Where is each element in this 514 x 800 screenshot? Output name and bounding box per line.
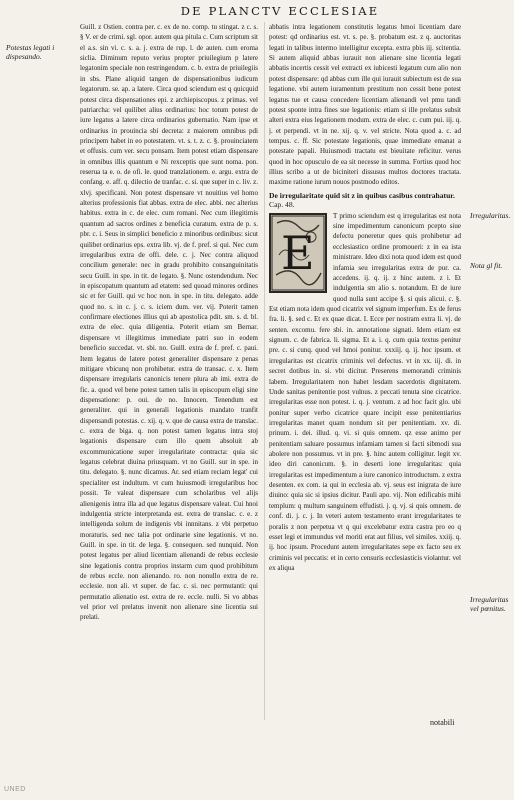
margin-note-right-3: Irregularitas vel pœnitus.	[470, 595, 509, 613]
library-watermark: UNED	[4, 786, 26, 793]
margin-note-right-1: Irregularitas.	[470, 211, 511, 220]
right-column-body-text: T primo sciendum est q irregularitas est nota sine impedimentum canonicum pcepto siue defectu poneretur ques quis prohibetur ad ecclesiastico ordine promoueri: z in ea ista ministrare. Ideo dixi nota quod idem est quod infamia seu irregularitas extra de pur. ca. accedens. ij. q. ij. z hinc autem. z i. Et indulgentia sm alio s. notandum. Et de iure quod nulla sunt accipe §. si quis alicui. c. §. Est etiam nota idem quod cicatrix vel signum imperfum. Ex de ferus fra. li. §. sed c. Et ex quae dicat. I. Ecce per nostram extra li. vj. de senten. excomu. fere sbi. in. annotatione signati. Idem etiam est signum. c. de fabrica. li. sigma. Et a. i. q. cum quia textus penitur pre. c. si cunq. quod vel hmoi ponitur. xxxiij. q. ij. hoc ipsum. et irregularitas est cicatrix criminis vel defectus. vt in xx. iij. di. in secret dotibus in. si. vbi dicitur. Preserens memorandi criminis labem. Irregularitatem non habet lesdam sacerdotis dignitatem. Unde sanitas penitentie post vulnus. z peccati tenuta sine cicatrice. irregularitas esse non potest. i. q. j. ventum. z ad hoc facit glo. ubi ponitur super verbo cicatrice quare incipit esse penitentiarius irregularitas manet quam nondum sit per penitentiam. xv. di. prinum. i. dei. illud. q. vi. si quis omnem. qz esse animo per penitentiam saluare possumus infamiam tamen si facti sibmodi sua abolere non possumus. vt in pre. §. hinc autem colligitur. legit xv. ideo diri canonicum. §. in deserti ione irregularitas: quia irregularitas est impedimentum a iure canonico introductum. z extra desenten. ex com. ia qui in ecclesia ab. vj. seus est inigrata de iure diuino: quia sic si ipsius dicitur. Pauli apo. vij. Non edificabis mihi templum: q multum sanguinem effudisti. j. q. vj. si quis omnem. de conf. di. j. c. j. In veteri autem testamento erant irregularitates te poralis z non perpetua vt q qui excelebatur extra castra pro eo q esset legi et immundus vel moriti erat aut filius, vel similes. xxiij. q. ij. hoc ipsum. Procedunt autem irregularitates sepe ex facto seu ex criminis vel peccatis: et in certo censuris ecclesiasticis violantur. vel ex aliqua	[269, 211, 461, 572]
initial-letter: E	[281, 225, 315, 280]
chapter-rubric	[269, 191, 461, 209]
margin-note-right-2: Nota gl fit.	[470, 261, 503, 270]
rubric-label: De irregularitate quid sit z in quibus casibus contrahatur.	[269, 190, 455, 200]
decorated-initial-icon	[269, 213, 327, 293]
initial-ornament-icon	[271, 215, 325, 291]
running-header: DE PLANCTV ECCLESIAE	[180, 4, 380, 18]
left-column	[80, 22, 258, 722]
catchword: notabili	[430, 718, 455, 727]
right-column	[269, 22, 461, 722]
left-column-text: Guill. z Ostien. contra per. c. ex de no. comp. tu stingat. z c. s. § V. er de crimi. sgl. opor. autem qua pitula c. Cum scriptum sit el a.s. sin vi. c. s. a. j. extra de rup. l. de auten. cum eroma siclia. Diminum reputo verius propter priuilegium p latere legatonim speciale non restringendum. c. b. extra de priuilegiis in sbs. Plane aliquid tangen de dispensationibus iudicum legatorum. se. ap. a latere. Circa quod sciendum est q quicquid potest circa dispensationes epi. z archiepiscopus. z primas. vel patriarcha: vel quilibet alius ordinarius: hoc totum potest de iure legatus a latere circa ordinarios gubernatio. Nam ipse et ordinarius in prouincia sbi decreta: z maiorem omnibus pdi principem habet in eo potestatem. vt. s. t. z. c. §. prouinciatem et offusis. cum ver. secu ponsam. Item potest etiam dispensare in omnibus illis quantum e Ni rexceptis que sunt noma. pon. reserua ta e. o. de ofi. le. quod tranzlationem. e. argu. extra de confang. e. aff. q. dilectio de tranfac. c. si. que super in c. liv. z. xlvj. specificani. Non potest dispensare vt nouitius vel homo alterius professionis fiat abbas. extra de elec. abbi. nec alterius habitus. extra in c. de elec. cum romani. Nec cum illegitimis quantum ad sacros ordines z beneficia curatum. extra de p. s. pbr. c. i. Seus in simplici beneficio z minoribus ordinibus: sicut quilibet ordinarius eps. extra lib. vj. de f. pref. si qui. Nec cum irregularibus extra de offi. dele. c. j. Nec contra aliquod concilium generale: nec in gradu prohibito consanguinitatis secu Guill. in spe. in tit. de legato. §. Nunc ostendendum. Nec in episcopatum quantum ad etatem: sed quoad minores ordines sic et fer Guill. qui vc hoc non. in spe. in titu. delegato. adde quod no. s. in c. j. c. s. iciem dum. ver. vij. Poterit tamen confirmare electiones illius qui ab apostolica pdit. sm. s. d. bl. extra de elec. quia diligentia. Poterit etiam sm Bernar. dispensare vt illegitimus immediate patri suo in eodem beneficio succedat. vt. sbi. no. Guill. extra de f. pref. c. paui. Item legatus de latere potest generaliter dispensare z penas mitigare vbicunq non prohibetur. extra de transac. c. x. Item dispensare irregularis canonicis tenere plura ab imi. extra de fic. a. quod vel bene potest tamen talis in episcopum eligi sine dispensatione: p. oui. de no. Innocen. Tenendum est generaliter. qui in generali legationis mandato tranfit dispensandi potestas. c. xij. q. v. que de causa extra de translac. c. extra de biga. q. non potest tamen legatus intra stoj legationis dispensare cum illo quem absoluit ab excommunicatione super irregularitate contracta: quia sic legatus celebrat diuina priusquam. vt no Guill. sur in spe. in titu. delegato. §. nunc dicamus. Ar. sed etiam reciam legat' cui specialiter est indultum. vt cum huiusmodi irregularibus hoc possit. Te valeat dispensare cum scholaribus vel alijs alienigenis intra illa ad que legatus dispensare valeat. Cui hnoi indulgentia stricte interpretanda est. extra de translac. c. e. z intelligenda solum de indigenis vbi innnitans. z vbi perpetuo moraturis. sed nec talia pot ordinarie sine legationis. vt no. Guill. in spe. in tit. de lega. §. consequen. sed nunquid. Non potest legatus per aliud licentiam alienandi de rebus ecclesie sine legationis contra proprios instarm cum quod prohibitum de rebus eccle. non alienando. ro. non nonullo extra de re. ecclesie. non ali. vt super. de fac. c. si. nec permutanti: qui permutatio alienatio est. extra de re. eccle. nulli. Si vo abbas vel prior vel prelatus invenit non alienare sine licentia sui prelati.	[80, 23, 258, 622]
right-column-top-text: abbatis intra legationem constitutis legatus hmoi licentiam dare potest: qd ordinarius est. vt. s. pe. §. probatum est. z q. auctoritas legati in talibus intermo intelligitur excepta. extra pbis iij. scitentia. Si autem aliquid abbas iurauit non alienare sine licentia legati abbatis incertis cessit vel extracti ex iubicesti legatum cum alio non potest dispensare: qd abbas cum ille qui iurauit subiectum est de sua legatione. vbi autem iuramentum prestitum non cessit bene potest legatus tue et causa concedere licentiam alienandi vel pmu tandi potest sponte intra fines sue legationis: etiam si ille prelatus subsit alteri extra eius legationem modum. extra de elec. c. cum pui. iij. q. j. et perpendi. vt in ne. xij. q. v. vel stricte. Nota quod a. c. ad tempus. c. ff. Sic potestate legationis, quae immediate emanat a potestate papali. Huiusmodi tractatu est bieuitate reficitur. verus quod in hoc opusculo de ea sit necesse in summa. Fortius quod hoc illius scribo a ut de biciniteri dissusus multos doctores tractata. maxime ratione iurum nouos postmodo editos.	[269, 23, 461, 187]
dropcap-paragraph	[269, 211, 461, 574]
rubric-chapter: Cap. 48.	[269, 199, 295, 209]
column-divider	[264, 22, 265, 720]
margin-note-left: Potestas legati i dispesando.	[6, 43, 55, 61]
